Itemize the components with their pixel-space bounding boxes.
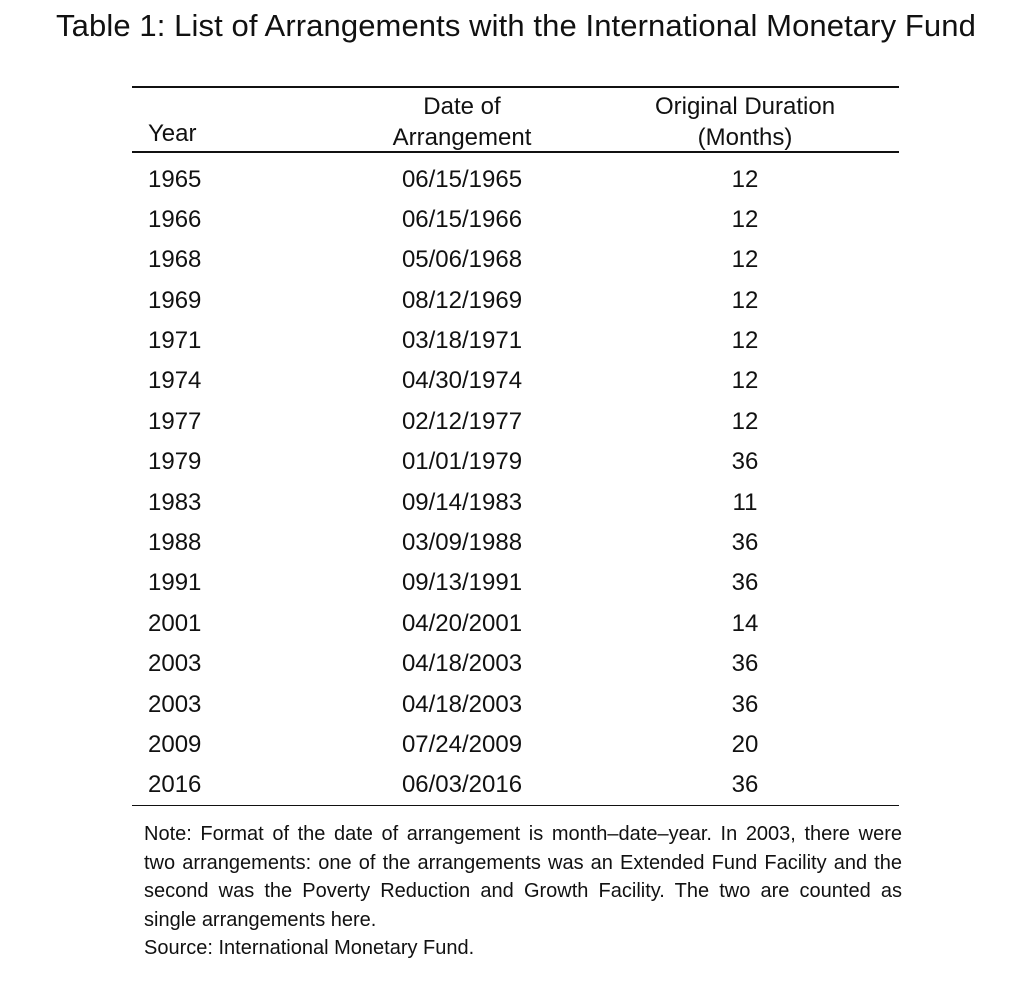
cell-duration: 12 [731,165,759,193]
bottom-rule [132,805,899,807]
header-duration-line2: (Months) [697,124,793,151]
header-date-line1: Date of [423,93,501,120]
table-row [132,320,899,360]
cell-year: 1983 [148,488,202,516]
cell-duration: 12 [731,327,759,355]
cell-year: 1968 [148,246,202,274]
table-row [132,562,899,602]
table-header [132,88,899,151]
header-duration-line1: Original Duration [654,93,836,120]
table-row [132,360,899,400]
cell-date: 06/15/1966 [401,205,523,233]
cell-date: 06/03/2016 [401,771,523,799]
cell-duration: 36 [731,771,759,799]
cell-date: 04/18/2003 [401,690,523,718]
cell-date: 02/12/1977 [401,407,523,435]
header-date [362,91,562,153]
cell-year: 2003 [148,650,202,678]
header-date-line2: Arrangement [392,124,532,151]
table-row [132,603,899,643]
table-row [132,684,899,724]
header-year: Year [148,120,197,147]
table-row [132,724,899,764]
table-row [132,522,899,562]
table-title: Table 1: List of Arrangements with the International Monetary Fund [56,8,976,43]
table-row [132,643,899,683]
table-row [132,482,899,522]
cell-year: 1974 [148,367,202,395]
cell-date: 04/18/2003 [401,650,523,678]
table-row [132,239,899,279]
cell-duration: 12 [731,286,759,314]
cell-duration: 12 [731,407,759,435]
cell-date: 07/24/2009 [401,730,523,758]
cell-duration: 12 [731,246,759,274]
cell-year: 1991 [148,569,202,597]
table-row [132,764,899,804]
table-body [132,153,899,805]
arrangements-table [132,86,899,806]
table-row [132,199,899,239]
table-note [144,820,902,963]
cell-year: 1988 [148,529,202,557]
cell-date: 09/14/1983 [401,488,523,516]
cell-date: 08/12/1969 [401,286,523,314]
cell-duration: 14 [731,609,759,637]
cell-duration: 36 [731,690,759,718]
cell-date: 09/13/1991 [401,569,523,597]
source-text: Source: International Monetary Fund. [144,937,475,959]
cell-year: 1969 [148,286,202,314]
cell-duration: 36 [731,650,759,678]
cell-year: 2009 [148,730,202,758]
cell-date: 04/30/1974 [401,367,523,395]
cell-year: 1971 [148,327,202,355]
cell-date: 03/18/1971 [401,327,523,355]
cell-date: 06/15/1965 [401,165,523,193]
table-row [132,159,899,199]
table-row [132,280,899,320]
cell-date: 03/09/1988 [401,529,523,557]
note-text: Note: Format of the date of arrangement is month–date–year. In 2003, there were two arrangements: one of the arrangements was an Extended Fund Facility and the second was the Poverty Reduction and Growth Facility. The two are counted as single arrangements here. [144,823,902,931]
cell-duration: 36 [731,448,759,476]
header-duration [625,91,865,153]
cell-duration: 12 [731,367,759,395]
cell-duration: 12 [731,205,759,233]
cell-year: 2003 [148,690,202,718]
cell-duration: 20 [731,730,759,758]
cell-year: 1966 [148,205,202,233]
cell-date: 04/20/2001 [401,609,523,637]
cell-year: 2016 [148,771,202,799]
cell-date: 01/01/1979 [401,448,523,476]
cell-year: 1977 [148,407,202,435]
cell-year: 1965 [148,165,202,193]
table-row [132,441,899,481]
cell-year: 1979 [148,448,202,476]
cell-duration: 36 [731,529,759,557]
cell-year: 2001 [148,609,202,637]
table-row [132,401,899,441]
cell-duration: 11 [732,488,758,516]
cell-date: 05/06/1968 [401,246,523,274]
cell-duration: 36 [731,569,759,597]
